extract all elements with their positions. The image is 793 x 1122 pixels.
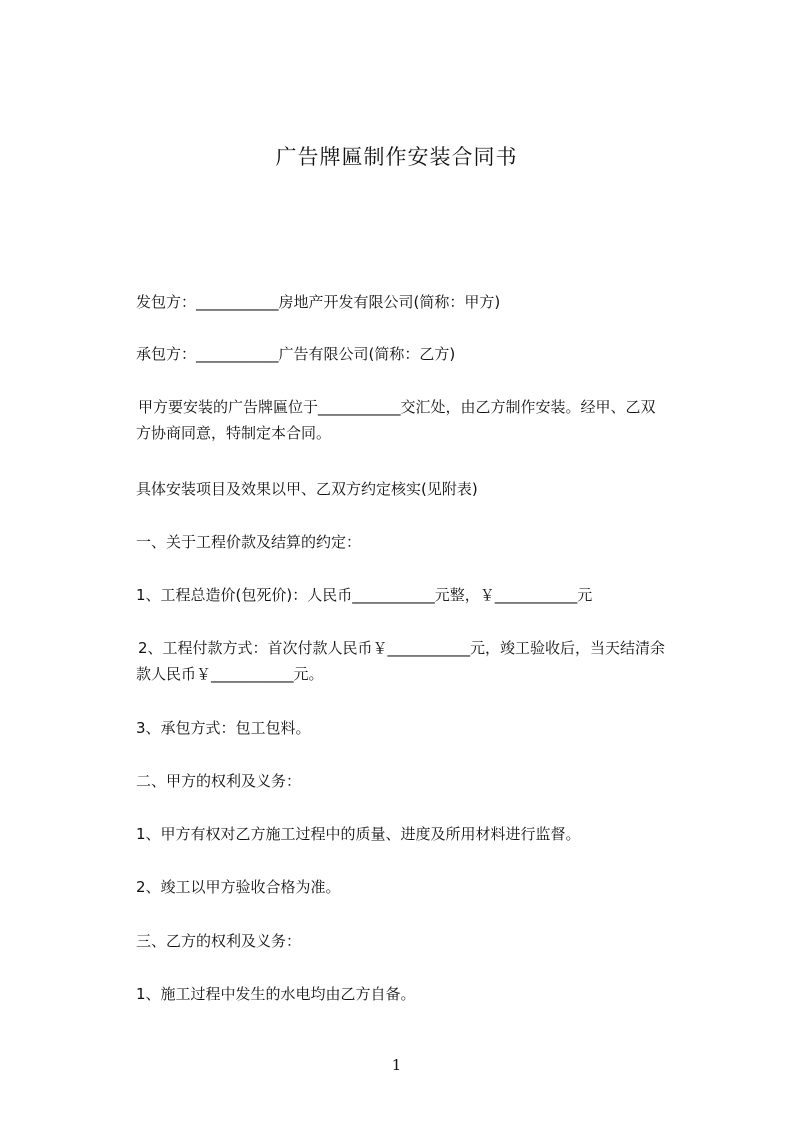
section-heading-price: 一、关于工程价款及结算的约定： (136, 533, 362, 551)
paragraph-location: 甲方要安装的广告牌匾位于___________交汇处，由乙方制作安装。经甲、乙双 (138, 398, 656, 416)
document-title: 广告牌匾制作安装合同书 (275, 145, 518, 169)
paragraph-party-b-right-1: 1、施工过程中发生的水电均由乙方自备。 (136, 985, 416, 1003)
page-number: 1 (391, 1056, 402, 1074)
paragraph-total-price: 1、工程总造价(包死价)：人民币___________元整，￥___________元 (136, 586, 593, 604)
paragraph-party-a-right-1: 1、甲方有权对乙方施工过程中的质量、进度及所用材料进行监督。 (136, 825, 581, 843)
paragraph-payment-cont: 款人民币￥___________元。 (136, 665, 324, 683)
section-heading-party-a: 二、甲方的权利及义务： (136, 772, 302, 790)
paragraph-party-a-right-2: 2、竣工以甲方验收合格为准。 (136, 878, 341, 896)
paragraph-payment: 2、工程付款方式：首次付款人民币￥___________元，竣工验收后，当天结清余 (138, 639, 666, 657)
paragraph-contractor-a: 发包方：___________房地产开发有限公司(简称：甲方) (136, 293, 501, 311)
paragraph-contractor-b: 承包方：___________广告有限公司(简称：乙方) (136, 345, 456, 363)
paragraph-contract-mode: 3、承包方式：包工包料。 (136, 719, 311, 737)
paragraph-location-cont: 方协商同意，特制定本合同。 (136, 424, 332, 442)
paragraph-items: 具体安装项目及效果以甲、乙双方约定核实(见附表) (136, 480, 478, 498)
section-heading-party-b: 三、乙方的权利及义务： (136, 932, 302, 950)
